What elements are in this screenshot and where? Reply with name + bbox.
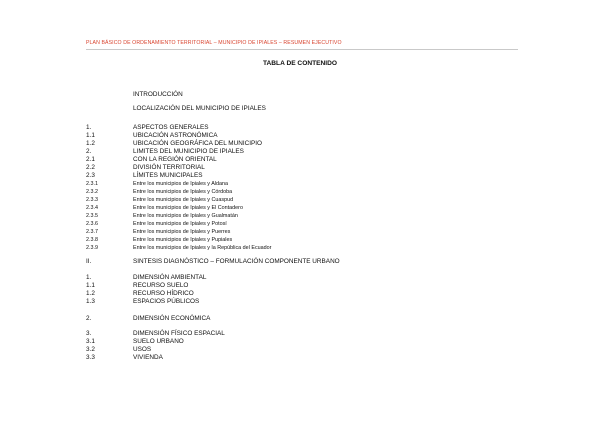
toc-entry-text: Entre los municipios de Ipiales y la República del Ecuador <box>133 245 272 251</box>
toc-entry-number: 3.2 <box>86 346 95 353</box>
toc-entry-text: Entre los municipios de Ipiales y Gualmatán <box>133 213 238 219</box>
toc-entry-number: 3. <box>86 330 92 337</box>
toc-entry-text: SINTESIS DIAGNÓSTICO – FORMULACIÓN COMPONENTE URBANO <box>133 258 340 265</box>
toc-entry-text: Entre los municipios de Ipiales y Pupiales <box>133 237 233 243</box>
toc-entry-text: UBICACIÓN GEOGRÁFICA DEL MUNICIPIO <box>133 140 263 147</box>
toc-entry-number: 3.1 <box>86 338 95 345</box>
toc-entry-text: Entre los municipios de Ipiales y Aldana <box>133 181 228 187</box>
toc-entry-text: RECURSO HÍDRICO <box>133 290 194 297</box>
toc-entry-number: 2.3.5 <box>86 213 98 219</box>
toc-entry-number: 2.2 <box>86 164 95 171</box>
toc-title: TABLA DE CONTENIDO <box>263 60 337 67</box>
toc-entry-number: 1.1 <box>86 282 95 289</box>
running-header: PLAN BÁSICO DE ORDENAMIENTO TERRITORIAL – MUNICIPIO DE IPIALES – RESUMEN EJECUTIVO <box>86 40 342 46</box>
toc-entry-text: VIVIENDA <box>133 354 163 361</box>
toc-entry-text: LIMITES DEL MUNICIPIO DE IPIALES <box>133 148 244 155</box>
toc-entry-text: LOCALIZACIÓN DEL MUNICIPIO DE IPIALES <box>133 105 266 112</box>
toc-entry-number: 1. <box>86 124 92 131</box>
toc-entry-number: 2.3.7 <box>86 229 98 235</box>
toc-entry-number: 2.3.3 <box>86 197 98 203</box>
toc-entry-text: ASPECTOS GENERALES <box>133 124 209 131</box>
toc-entry-text: RECURSO SUELO <box>133 282 189 289</box>
toc-entry-number: 2.1 <box>86 156 95 163</box>
toc-entry-text: ESPACIOS PÚBLICOS <box>133 298 200 305</box>
toc-entry-text: SUELO URBANO <box>133 338 184 345</box>
toc-entry-number: 1.1 <box>86 132 95 139</box>
toc-entry-number: 1.3 <box>86 298 95 305</box>
toc-entry-text: Entre los municipios de Ipiales y Córdoba <box>133 189 233 195</box>
toc-entry-text: Entre los municipios de Ipiales y Cuaspud <box>133 197 234 203</box>
toc-entry-text: DIVISIÓN TERRITORIAL <box>133 164 205 171</box>
toc-entry-number: II. <box>86 258 92 265</box>
toc-entry-text: USOS <box>133 346 152 353</box>
toc-entry-text: Entre los municipios de Ipiales y Potosí <box>133 221 227 227</box>
toc-entry-number: 1.2 <box>86 140 95 147</box>
toc-entry-text: INTRODUCCIÓN <box>133 91 183 98</box>
toc-entry-text: CON LA REGIÓN ORIENTAL <box>133 156 217 163</box>
toc-entry-number: 2.3.8 <box>86 237 98 243</box>
toc-entry-number: 2.3.4 <box>86 205 98 211</box>
toc-entry-text: Entre los municipios de Ipiales y El Contadero <box>133 205 243 211</box>
toc-entry-number: 2.3.1 <box>86 181 98 187</box>
toc-entry-number: 2. <box>86 148 92 155</box>
toc-entry-number: 3.3 <box>86 354 95 361</box>
toc-entry-text: Entre los municipios de Ipiales y Puerres <box>133 229 231 235</box>
header-divider <box>86 49 518 50</box>
toc-entry-text: DIMENSIÓN FÍSICO ESPACIAL <box>133 330 225 337</box>
toc-entry-text: DIMENSIÓN ECONÓMICA <box>133 315 211 322</box>
toc-entry-number: 2.3.6 <box>86 221 98 227</box>
toc-entry-number: 2.3 <box>86 172 95 179</box>
toc-entry-text: DIMENSIÓN AMBIENTAL <box>133 274 207 281</box>
toc-entry-number: 1.2 <box>86 290 95 297</box>
toc-entry-number: 1. <box>86 274 92 281</box>
toc-entry-number: 2.3.9 <box>86 245 98 251</box>
toc-entry-text: LÍMITES MUNICIPALES <box>133 172 203 179</box>
toc-entry-text: UBICACIÓN ASTRONÓMICA <box>133 132 218 139</box>
toc-entry-number: 2. <box>86 315 92 322</box>
toc-entry-number: 2.3.2 <box>86 189 98 195</box>
